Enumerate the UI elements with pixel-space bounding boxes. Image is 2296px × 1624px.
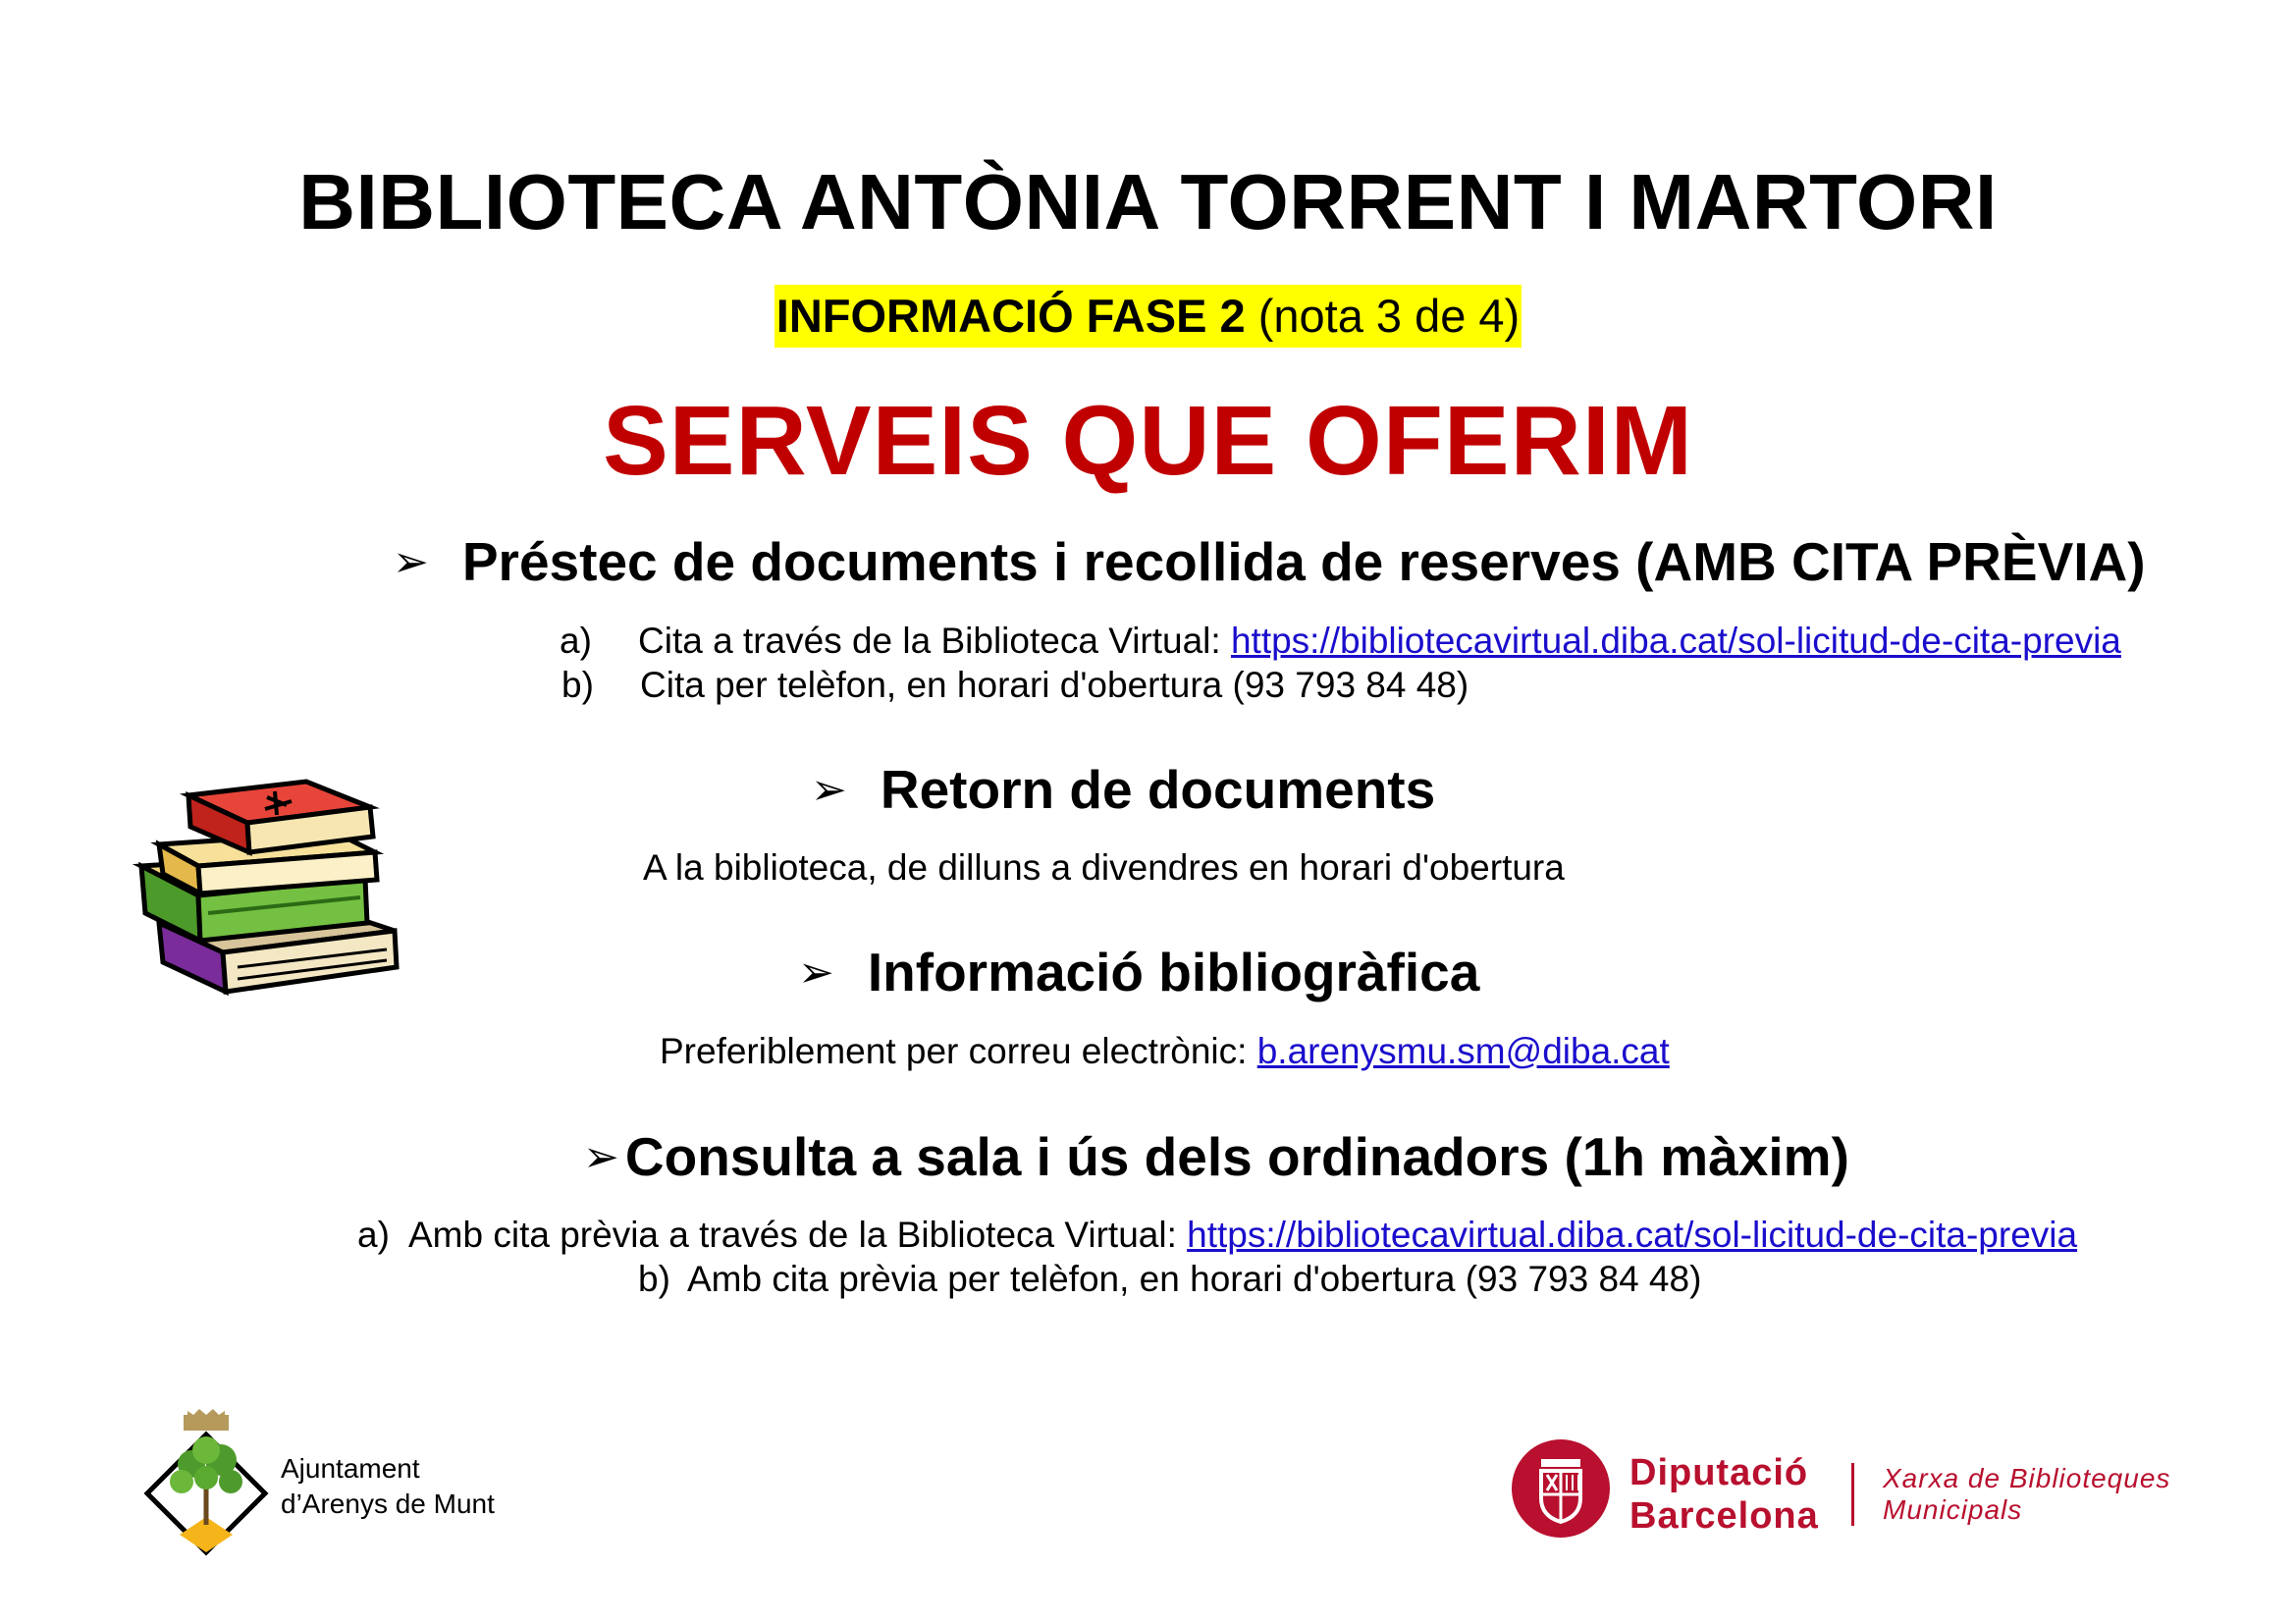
ajuntament-line1: Ajuntament	[281, 1453, 420, 1484]
services-heading: SERVEIS QUE OFERIM	[603, 386, 1693, 496]
service-consulta-title: Consulta a sala i ús dels ordinadors (1h màxim)	[624, 1126, 1849, 1187]
item-text: Amb cita prèvia per telèfon, en horari d'obertura (93 793 84 48)	[687, 1259, 1702, 1299]
divider	[1851, 1463, 1854, 1526]
stacked-books-icon	[130, 776, 414, 1011]
phase-info	[0, 285, 2296, 348]
service-consulta-item-b	[638, 1259, 1701, 1300]
item-text: Cita a través de la Biblioteca Virtual:	[638, 621, 1231, 661]
item-marker: b)	[638, 1259, 670, 1299]
diputacio-line2: Barcelona	[1629, 1495, 1819, 1537]
arrowhead-bullet-icon: ➢	[393, 538, 429, 586]
arrowhead-bullet-icon: ➢	[583, 1133, 619, 1181]
service-consulta-heading	[583, 1125, 1849, 1188]
arrowhead-bullet-icon: ➢	[798, 948, 834, 997]
item-text: Amb cita prèvia a través de la Biblioteca Virtual:	[408, 1215, 1188, 1255]
item-marker: b)	[561, 665, 594, 705]
phase-highlight	[774, 285, 1522, 348]
xarxa-line1: Xarxa de Biblioteques	[1883, 1463, 2171, 1493]
xarxa-line2: Municipals	[1883, 1494, 2023, 1525]
item-marker: a)	[357, 1215, 390, 1255]
service-return-heading	[811, 758, 1435, 821]
service-biblio-line	[660, 1031, 1670, 1072]
service-lending-item-a	[560, 621, 2121, 662]
service-lending-title: Préstec de documents i recollida de reserves (AMB CITA PRÈVIA)	[461, 531, 2146, 592]
diputacio-seal-icon	[1512, 1439, 1610, 1538]
item-marker: a)	[560, 621, 592, 661]
service-consulta-item-a	[357, 1215, 2077, 1256]
service-return-text: A la biblioteca, de dilluns a divendres en horari d'obertura	[643, 847, 1565, 888]
diputacio-line1: Diputació	[1629, 1452, 1809, 1493]
service-biblio-text: Preferiblement per correu electrònic:	[660, 1031, 1257, 1071]
ajuntament-logo	[142, 1409, 270, 1556]
service-lending-heading	[393, 530, 2146, 593]
service-lending-item-b	[561, 665, 1468, 706]
cita-previa-link[interactable]: https://bibliotecavirtual.diba.cat/sol-licitud-de-cita-previa	[1187, 1215, 2078, 1255]
service-biblio-heading	[798, 941, 1479, 1003]
page-title: BIBLIOTECA ANTÒNIA TORRENT I MARTORI	[298, 158, 1998, 245]
ajuntament-line2: d’Arenys de Munt	[281, 1489, 495, 1519]
phase-label: INFORMACIÓ FASE 2	[775, 290, 1246, 342]
arrowhead-bullet-icon: ➢	[811, 766, 847, 814]
email-link[interactable]: b.arenysmu.sm@diba.cat	[1256, 1031, 1670, 1071]
service-return-title: Retorn de documents	[880, 759, 1436, 820]
phase-note: (nota 3 de 4)	[1257, 290, 1521, 342]
item-text: Cita per telèfon, en horari d'obertura (93 793 84 48)	[640, 665, 1469, 705]
cita-previa-link[interactable]: https://bibliotecavirtual.diba.cat/sol-licitud-de-cita-previa	[1230, 621, 2121, 661]
service-biblio-title: Informació bibliogràfica	[867, 942, 1480, 1002]
